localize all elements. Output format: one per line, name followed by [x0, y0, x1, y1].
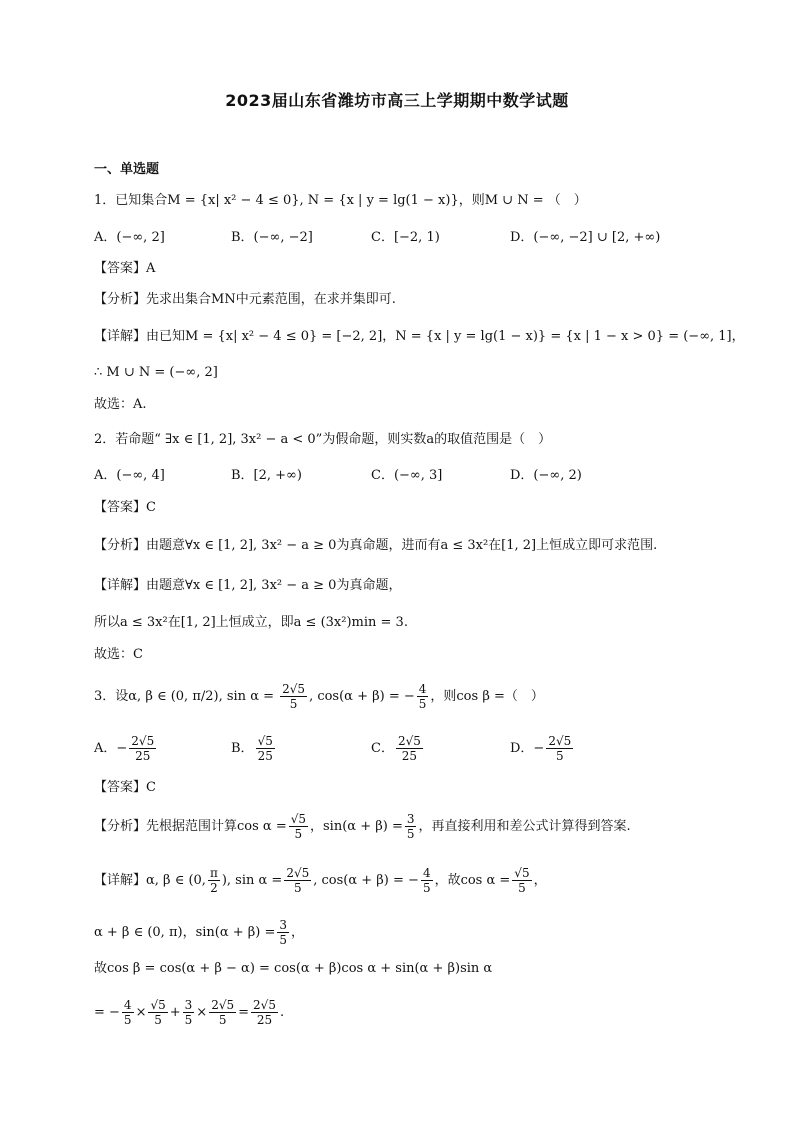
q2-stem: 2．若命题“ ∃x ∈ [1, 2], 3x² − a < 0”为假命题，则实数a的取值范围是（ ）	[94, 432, 552, 447]
q3-stem-post: ，则cos β =（ ）	[430, 689, 544, 704]
fraction	[512, 866, 531, 895]
option-label: A．−	[94, 741, 128, 756]
page-title: 2023届山东省潍坊市高三上学期期中数学试题	[225, 91, 569, 110]
fraction	[208, 866, 220, 895]
q2-option-d: D．(−∞, 2)	[510, 468, 582, 483]
numerator: 4	[418, 682, 427, 696]
answer-tag: 【答案】	[94, 500, 147, 515]
q3-stem	[94, 682, 544, 711]
option-label: D．−	[510, 741, 545, 756]
detail-text: 由题意∀x ∈ [1, 2], 3x² − a ≥ 0为真命题，	[146, 578, 402, 593]
denominator: 5	[289, 697, 298, 711]
operator: ×	[135, 1005, 147, 1020]
q3-detail	[94, 866, 547, 895]
fraction	[209, 998, 236, 1027]
denominator: 25	[135, 749, 151, 763]
denominator: 25	[257, 749, 273, 763]
denominator: 5	[406, 827, 415, 841]
fraction	[277, 918, 289, 947]
fraction	[122, 998, 134, 1027]
numerator: 3	[279, 918, 288, 932]
detail-tag: 【详解】	[94, 873, 147, 888]
q1-analysis	[94, 291, 396, 309]
denominator: 5	[279, 933, 288, 947]
detail-text: ), sin α =	[221, 873, 283, 888]
analysis-text: ，sin(α + β) =	[310, 819, 403, 834]
q1-answer	[94, 260, 155, 278]
q3-option-c	[371, 734, 425, 763]
fraction	[546, 734, 573, 763]
q2-option-b: B．[2, +∞)	[231, 468, 302, 483]
numerator: 2√5	[253, 998, 276, 1012]
q1-choose: 故选：A.	[94, 397, 147, 412]
denominator: 5	[555, 749, 564, 763]
section-heading: 一、单选题	[94, 162, 160, 177]
analysis-text: 由题意∀x ∈ [1, 2], 3x² − a ≥ 0为真命题，进而有a ≤ 3x²在[1, 2]上恒成立即可求范围.	[146, 538, 658, 553]
q3-stem-mid: , cos(α + β) = −	[309, 689, 415, 704]
denominator: 5	[293, 881, 302, 895]
fraction	[280, 682, 307, 711]
detail-text: = −	[94, 1005, 120, 1020]
numerator: √5	[257, 734, 273, 748]
operator: +	[169, 1005, 181, 1020]
numerator: 2√5	[397, 734, 421, 748]
q2-option-a: A．(−∞, 4]	[94, 468, 165, 483]
q2-choose: 故选：C	[94, 647, 143, 662]
q3-option-d	[510, 734, 575, 763]
analysis-tag: 【分析】	[94, 819, 147, 834]
fraction	[284, 866, 311, 895]
q1-detail-line2: ∴ M ∪ N = (−∞, 2]	[94, 365, 218, 380]
numerator: √5	[150, 998, 166, 1012]
detail-text: ，故cos α =	[434, 873, 511, 888]
answer-tag: 【答案】	[94, 261, 147, 276]
fraction	[421, 866, 433, 895]
denominator: 5	[184, 1013, 193, 1027]
q3-answer	[94, 779, 156, 797]
operator: .	[279, 1005, 285, 1020]
operator: ×	[196, 1005, 208, 1020]
fraction	[129, 734, 156, 763]
denominator: 25	[256, 1013, 273, 1027]
numerator: π	[209, 866, 218, 880]
analysis-text: ，再直接利用和差公式计算得到答案.	[418, 819, 631, 834]
detail-text: 由已知M = {x| x² − 4 ≤ 0} = [−2, 2]，N = {x | y = lg(1 − x)} = {x | 1 − x > 0} = (−∞, 1]，	[146, 329, 745, 344]
option-label: C．	[371, 741, 394, 756]
detail-text: ，	[533, 873, 547, 888]
numerator: √5	[290, 812, 307, 826]
answer-value: C	[146, 780, 156, 795]
detail-text: α + β ∈ (0, π)，sin(α + β) =	[94, 925, 276, 940]
analysis-tag: 【分析】	[94, 538, 147, 553]
fraction	[148, 998, 167, 1027]
denominator: 25	[401, 749, 418, 763]
fraction	[417, 682, 429, 711]
fraction	[405, 812, 417, 841]
detail-text: , cos(α + β) = −	[313, 873, 419, 888]
q3-analysis	[94, 812, 631, 841]
q3-detail-line3: 故cos β = cos(α + β − α) = cos(α + β)cos α + sin(α + β)sin α	[94, 961, 493, 976]
q3-detail-line2	[94, 918, 304, 947]
numerator: 2√5	[282, 682, 306, 696]
denominator: 5	[218, 1013, 227, 1027]
q2-option-c: C．(−∞, 3]	[371, 468, 443, 483]
q1-option-a: A．(−∞, 2]	[94, 230, 165, 245]
q3-stem-pre: 3．设α, β ∈ (0, π/2), sin α =	[94, 689, 274, 704]
q3-detail-line4	[94, 998, 284, 1027]
detail-tag: 【详解】	[94, 578, 147, 593]
numerator: 4	[422, 866, 431, 880]
option-label: B．	[231, 741, 254, 756]
fraction	[396, 734, 423, 763]
numerator: √5	[514, 866, 530, 880]
q1-option-d: D．(−∞, −2] ∪ [2, +∞)	[510, 230, 661, 245]
operator: =	[238, 1005, 250, 1020]
numerator: 2√5	[211, 998, 235, 1012]
answer-value: A	[146, 261, 156, 276]
fraction	[289, 812, 308, 841]
answer-value: C	[146, 500, 156, 515]
q1-detail	[94, 328, 745, 346]
analysis-tag: 【分析】	[94, 292, 147, 307]
denominator: 5	[422, 881, 431, 895]
numerator: 3	[184, 998, 193, 1012]
q2-answer	[94, 499, 156, 517]
detail-text: ，	[291, 925, 305, 940]
q3-option-a	[94, 734, 158, 763]
numerator: 2√5	[548, 734, 572, 748]
q2-analysis	[94, 537, 657, 555]
q2-detail-line2: 所以a ≤ 3x²在[1, 2]上恒成立，即a ≤ (3x²)min = 3.	[94, 615, 408, 630]
numerator: 4	[123, 998, 132, 1012]
numerator: 3	[406, 812, 415, 826]
detail-text: α, β ∈ (0,	[146, 873, 206, 888]
fraction	[256, 734, 275, 763]
q3-option-b	[231, 734, 277, 763]
fraction	[183, 998, 195, 1027]
detail-tag: 【详解】	[94, 329, 147, 344]
q1-stem: 1．已知集合M = {x| x² − 4 ≤ 0}, N = {x | y = lg(1 − x)}，则M ∪ N = （ ）	[94, 193, 587, 208]
q1-option-c: C．[−2, 1)	[371, 230, 440, 245]
q1-option-b: B．(−∞, −2]	[231, 230, 313, 245]
fraction	[251, 998, 278, 1027]
denominator: 5	[154, 1013, 162, 1027]
denominator: 5	[123, 1013, 132, 1027]
denominator: 2	[210, 881, 218, 895]
numerator: 2√5	[286, 866, 310, 880]
denominator: 5	[294, 827, 303, 841]
analysis-text: 先求出集合MN中元素范围，在求并集即可.	[146, 292, 396, 307]
analysis-text: 先根据范围计算cos α =	[146, 819, 287, 834]
q2-detail	[94, 577, 401, 595]
answer-tag: 【答案】	[94, 780, 147, 795]
denominator: 5	[518, 881, 526, 895]
denominator: 5	[418, 697, 427, 711]
numerator: 2√5	[131, 734, 155, 748]
